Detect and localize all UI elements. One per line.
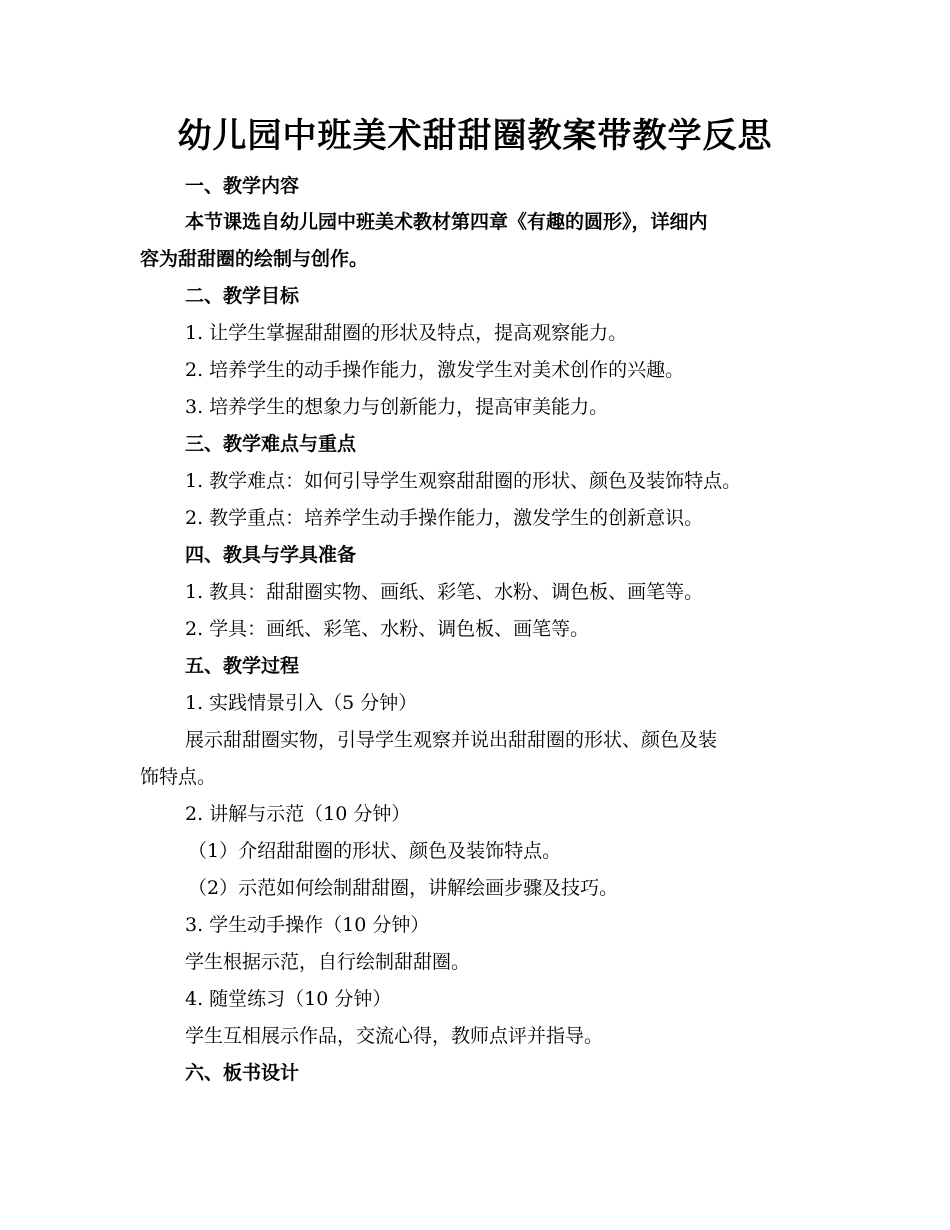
process-step-text: 学生互相展示作品，交流心得，教师点评并指导。 — [185, 1025, 604, 1047]
difficulty-item: 2. 教学重点：培养学生动手操作能力，激发学生的创新意识。 — [185, 507, 704, 529]
section-heading-board: 六、板书设计 — [185, 1062, 300, 1084]
content-paragraph-line: 本节课选自幼儿园中班美术教材第四章《有趣的圆形》，详细内 — [185, 211, 708, 233]
section-heading-difficulties: 三、教学难点与重点 — [185, 433, 357, 455]
section-heading-goals: 二、教学目标 — [185, 285, 300, 307]
materials-item: 2. 学具：画纸、彩笔、水粉、调色板、画笔等。 — [185, 618, 590, 640]
materials-item: 1. 教具：甜甜圈实物、画纸、彩笔、水粉、调色板、画笔等。 — [185, 581, 704, 603]
difficulty-item: 1. 教学难点：如何引导学生观察甜甜圈的形状、颜色及装饰特点。 — [185, 470, 742, 492]
process-step-title: 4. 随堂练习（10 分钟） — [185, 988, 392, 1010]
process-step-title: 1. 实践情景引入（5 分钟） — [185, 692, 418, 714]
goal-item: 2. 培养学生的动手操作能力，激发学生对美术创作的兴趣。 — [185, 359, 685, 381]
process-substep: （2）示范如何绘制甜甜圈，讲解绘画步骤及技巧。 — [188, 877, 619, 899]
section-heading-content: 一、教学内容 — [185, 175, 300, 197]
process-step-title: 2. 讲解与示范（10 分钟） — [185, 803, 411, 825]
section-heading-process: 五、教学过程 — [185, 655, 300, 677]
goal-item: 1. 让学生掌握甜甜圈的形状及特点，提高观察能力。 — [185, 322, 628, 344]
section-heading-materials: 四、教具与学具准备 — [185, 544, 357, 566]
process-step-text: 学生根据示范，自行绘制甜甜圈。 — [185, 951, 471, 973]
goal-item: 3. 培养学生的想象力与创新能力，提高审美能力。 — [185, 396, 609, 418]
process-substep: （1）介绍甜甜圈的形状、颜色及装饰特点。 — [188, 840, 562, 862]
process-step-text: 展示甜甜圈实物，引导学生观察并说出甜甜圈的形状、颜色及装 — [185, 729, 718, 751]
document-title: 幼儿园中班美术甜甜圈教案带教学反思 — [177, 116, 773, 156]
process-step-title: 3. 学生动手操作（10 分钟） — [185, 914, 430, 936]
content-paragraph-line: 容为甜甜圈的绘制与创作。 — [140, 248, 369, 270]
process-step-text: 饰特点。 — [140, 766, 217, 788]
